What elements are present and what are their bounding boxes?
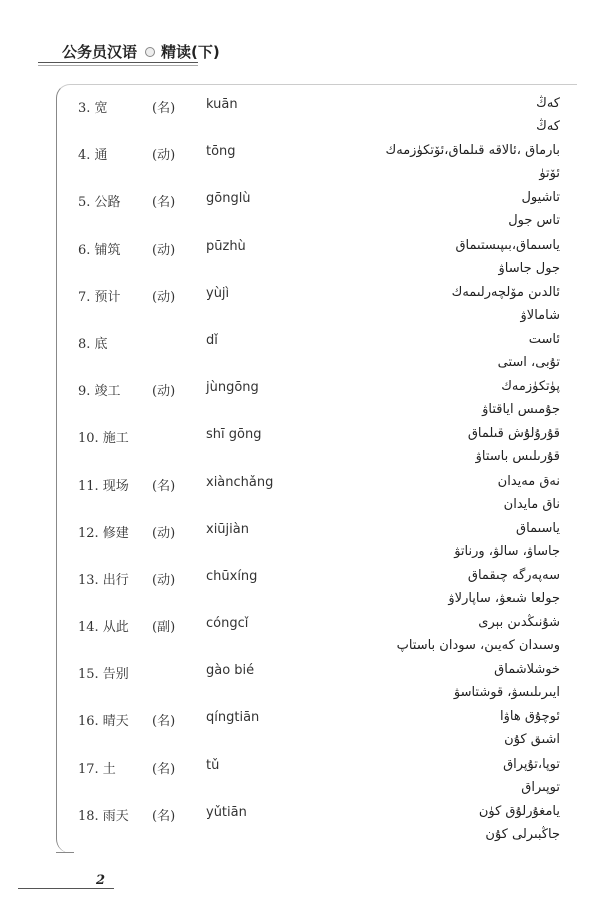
entry-uyghur-translation: ياسىماق xyxy=(516,520,560,536)
entry-word: 16. 晴天 xyxy=(78,714,129,730)
entry-kazakh-translation: جول جاساۋ xyxy=(498,260,560,276)
vocabulary-entry xyxy=(0,707,600,754)
entry-pinyin: gōnglù xyxy=(206,191,251,207)
entry-kazakh-translation: جولعا شىعۋ، ساپارلاۋ xyxy=(448,590,560,606)
entry-word: 13. 出行 xyxy=(78,572,129,588)
entry-uyghur-translation: خوشلاشماق xyxy=(494,662,560,678)
page-number: 2 xyxy=(96,873,106,888)
entry-word: 11. 现场 xyxy=(78,478,129,494)
entry-part-of-speech: (动) xyxy=(152,384,176,400)
header-rule-secondary xyxy=(38,65,198,66)
entry-word: 17. 土 xyxy=(78,761,116,777)
entry-kazakh-translation: تاس جول xyxy=(508,213,560,229)
vocabulary-entry xyxy=(0,141,600,188)
entry-pinyin: shī gōng xyxy=(206,427,262,443)
entry-uyghur-translation: قۇرۇلۇش قىلماق xyxy=(467,426,560,442)
entry-word: 5. 公路 xyxy=(78,195,121,211)
entry-word: 7. 预计 xyxy=(78,289,121,305)
book-subtitle: 精读(下) xyxy=(161,42,220,61)
entry-kazakh-translation: تۇبى، استى xyxy=(497,354,560,370)
vocabulary-entry xyxy=(0,188,600,235)
entry-word: 3. 宽 xyxy=(78,101,108,116)
entry-part-of-speech: (名) xyxy=(152,808,176,824)
entry-uyghur-translation: پۈتكۈزمەك xyxy=(501,379,560,395)
entry-word: 10. 施工 xyxy=(78,431,129,447)
entry-word: 9. 竣工 xyxy=(78,384,121,400)
entry-pinyin: yùjì xyxy=(206,285,230,301)
entry-uyghur-translation: توپا،تۇپراق xyxy=(503,756,560,772)
vocabulary-entry xyxy=(0,802,600,849)
vocabulary-entry xyxy=(0,472,600,519)
entry-uyghur-translation: كەڭ xyxy=(536,96,560,111)
entry-kazakh-translation: جۇمىس اياقتاۋ xyxy=(482,402,560,418)
vocabulary-entry xyxy=(0,613,600,660)
entry-kazakh-translation: توپىراق xyxy=(521,779,560,795)
entry-part-of-speech: (副) xyxy=(152,620,176,636)
entry-word: 4. 通 xyxy=(78,148,108,164)
vocabulary-entry xyxy=(0,283,600,330)
entry-kazakh-translation: اشىق كۇن xyxy=(504,732,560,748)
entry-part-of-speech: (名) xyxy=(152,714,176,730)
entry-pinyin: dǐ xyxy=(206,332,218,348)
entry-word: 8. 底 xyxy=(78,336,108,352)
entry-kazakh-translation: جاڭبىرلى كۇن xyxy=(485,826,560,842)
entry-pinyin: xiànchǎng xyxy=(206,474,274,490)
entry-word: 18. 雨天 xyxy=(78,808,129,824)
entry-part-of-speech: (动) xyxy=(152,525,176,541)
entry-uyghur-translation: ئالدىن مۆلچەرلىمەك xyxy=(451,284,560,300)
vocabulary-entry xyxy=(0,236,600,283)
entry-uyghur-translation: سەپەرگە چىقماق xyxy=(467,567,560,583)
entry-part-of-speech: (名) xyxy=(152,195,176,211)
entry-pinyin: yǔtiān xyxy=(206,804,247,820)
entry-pinyin: cóngcǐ xyxy=(206,616,249,632)
content-frame-bottom xyxy=(56,852,74,853)
entry-kazakh-translation: كەڭ xyxy=(536,119,560,134)
entry-kazakh-translation: ناق مايدان xyxy=(503,496,560,512)
entry-uyghur-translation: نەق مەيدان xyxy=(497,473,560,489)
entry-part-of-speech: (动) xyxy=(152,148,176,164)
entry-uyghur-translation: بارماق ،ئالاقە قىلماق،ئۆتكۈزمەك xyxy=(385,143,560,159)
bullet-icon xyxy=(145,47,155,57)
entry-word: 6. 铺筑 xyxy=(78,242,121,258)
entry-part-of-speech: (名) xyxy=(152,761,176,777)
header-rule xyxy=(38,62,198,63)
entry-uyghur-translation: شۇنىڭدىن بېرى xyxy=(478,615,560,631)
entry-word: 12. 修建 xyxy=(78,525,129,541)
entry-kazakh-translation: قۇرىلىس باستاۋ xyxy=(475,449,560,465)
entry-uyghur-translation: تاشيول xyxy=(521,190,560,206)
vocabulary-entry xyxy=(0,566,600,613)
entry-pinyin: jùngōng xyxy=(206,380,259,396)
entry-part-of-speech: (名) xyxy=(152,101,176,116)
vocabulary-list xyxy=(0,94,600,849)
entry-pinyin: tǔ xyxy=(206,757,220,773)
entry-pinyin: pūzhù xyxy=(206,238,246,254)
entry-part-of-speech: (名) xyxy=(152,478,176,494)
vocabulary-entry xyxy=(0,660,600,707)
vocabulary-entry xyxy=(0,424,600,471)
entry-uyghur-translation: ئاست xyxy=(528,331,560,347)
entry-kazakh-translation: شامالاۋ xyxy=(520,307,560,323)
entry-pinyin: gào bié xyxy=(206,663,255,679)
entry-part-of-speech: (动) xyxy=(152,572,176,588)
entry-word: 15. 告别 xyxy=(78,667,129,683)
entry-pinyin: tōng xyxy=(206,144,236,160)
entry-part-of-speech: (动) xyxy=(152,289,176,305)
entry-kazakh-translation: جاساۋ، سالۋ، ورناتۋ xyxy=(454,543,560,559)
entry-kazakh-translation: وسىدان كەيىن، سودان باستاپ xyxy=(396,638,560,654)
entry-kazakh-translation: ئۆتۈ xyxy=(539,166,560,182)
vocabulary-entry xyxy=(0,377,600,424)
entry-pinyin: xiūjiàn xyxy=(206,521,249,537)
entry-uyghur-translation: ئوچۇق ھاۋا xyxy=(499,709,560,725)
entry-uyghur-translation: ياسىماق،بىپىستىماق xyxy=(455,237,560,253)
entry-kazakh-translation: ايىرىلىسۋ، قوشتاسۋ xyxy=(453,685,560,701)
vocabulary-entry xyxy=(0,94,600,141)
running-header xyxy=(62,40,220,62)
entry-pinyin: chūxíng xyxy=(206,568,258,584)
vocabulary-entry xyxy=(0,519,600,566)
vocabulary-entry xyxy=(0,330,600,377)
vocabulary-entry xyxy=(0,755,600,802)
entry-pinyin: qíngtiān xyxy=(206,710,260,726)
entry-pinyin: kuān xyxy=(206,97,238,112)
footer-rule xyxy=(18,888,114,889)
book-title: 公务员汉语 xyxy=(62,42,138,61)
entry-part-of-speech: (动) xyxy=(152,242,176,258)
entry-word: 14. 从此 xyxy=(78,620,129,636)
entry-uyghur-translation: يامغۇرلۇق كۈن xyxy=(478,803,560,819)
